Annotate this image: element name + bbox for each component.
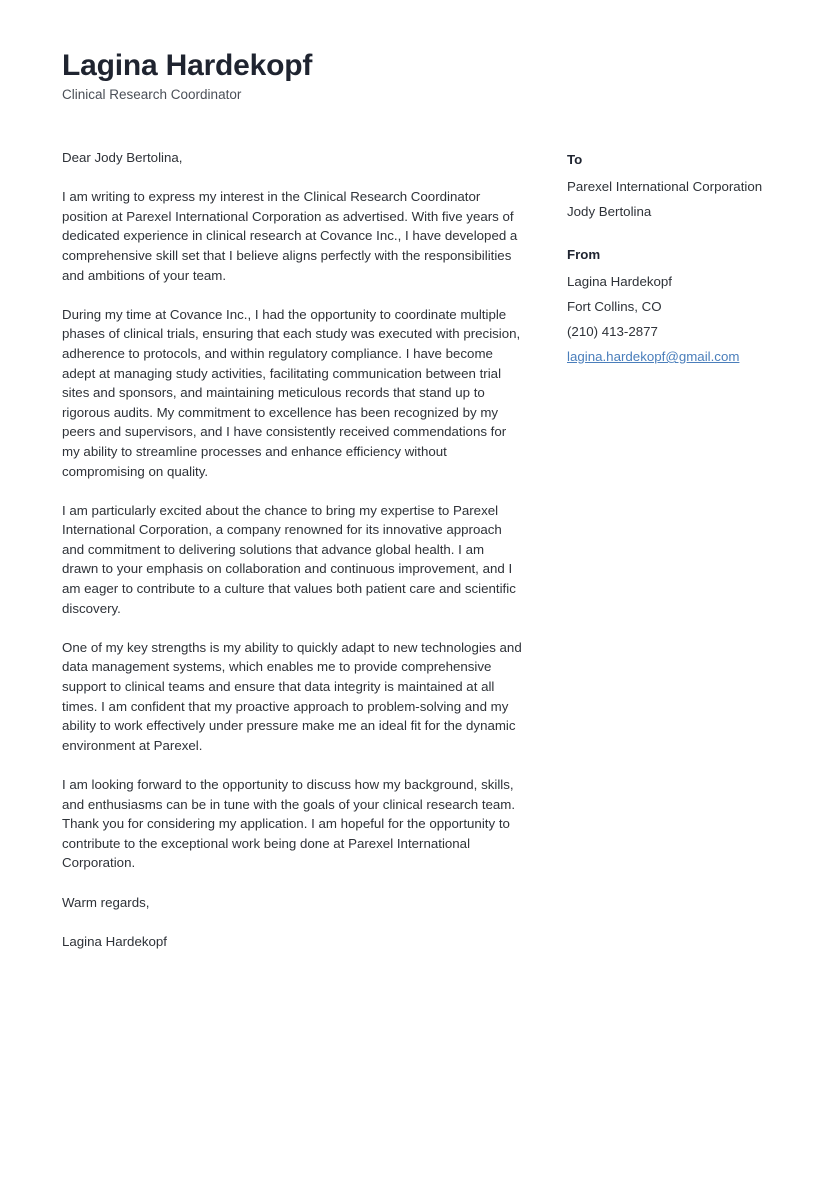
letter-paragraph: I am particularly excited about the chance to bring my expertise to Parexel International Corporation, a company renowned for its innovative approach and commitment to delivering solutions that advance global health. I am drawn to your emphasis on collaboration and continuous improvement, and I am eager to contribute to a culture that values both patient care and scientific discovery. — [62, 502, 516, 616]
sender-email-link[interactable]: lagina.hardekopf@gmail.com — [567, 349, 740, 364]
sender-group — [567, 245, 797, 366]
candidate-job-title: Clinical Research Coordinator — [62, 87, 242, 102]
letter-signoff: Warm regards, — [62, 894, 150, 910]
candidate-name: Lagina Hardekopf — [62, 49, 313, 82]
sender-name: Lagina Hardekopf — [567, 274, 672, 289]
letter-signature: Lagina Hardekopf — [62, 933, 167, 949]
recipient-person: Jody Bertolina — [567, 204, 652, 219]
recipient-heading: To — [567, 152, 583, 167]
letter-header — [62, 48, 702, 104]
salutation: Dear Jody Bertolina, — [62, 150, 183, 165]
recipient-company: Parexel International Corporation — [567, 179, 763, 194]
letter-paragraph: I am writing to express my interest in the Clinical Research Coordinator position at Parexel International Corporation as advertised. With five years of dedicated experience in clinical research at Covance Inc., I have developed a comprehensive skill set that I believe aligns perfectly with the responsibilities and ambitions of your team. — [62, 189, 518, 283]
sender-heading: From — [567, 247, 601, 262]
letter-meta-column — [567, 150, 797, 366]
letter-body — [62, 148, 522, 951]
sender-location: Fort Collins, CO — [567, 299, 662, 314]
letter-paragraph: During my time at Covance Inc., I had the opportunity to coordinate multiple phases of clinical trials, ensuring that each study was executed with precision, adherence to protocols, and within regulatory compliance. I have become adept at managing study activities, facilitating communication between trial sites and sponsors, and maintaining meticulous records that stand up to rigorous audits. My commitment to excellence has been recognized by my peers and supervisors, and I have consistently received commendations for my ability to streamline processes and enhance efficiency without compromising on quality. — [62, 306, 521, 479]
sender-phone: (210) 413-2877 — [567, 324, 658, 339]
letter-paragraph: I am looking forward to the opportunity to discuss how my background, skills, and enthusiasms can be in tune with the goals of your clinical research team. Thank you for considering my application. I am hopeful for the opportunity to contribute to the exceptional work being done at Parexel International Corporation. — [62, 777, 516, 871]
recipient-group — [567, 150, 797, 221]
letter-paragraph: One of my key strengths is my ability to quickly adapt to new technologies and data management systems, which enables me to provide comprehensive support to clinical teams and ensure that data integrity is maintained at all times. I am confident that my proactive approach to problem-solving and my ability to work effectively under pressure make me an ideal fit for the dynamic environment at Parexel. — [62, 639, 522, 753]
